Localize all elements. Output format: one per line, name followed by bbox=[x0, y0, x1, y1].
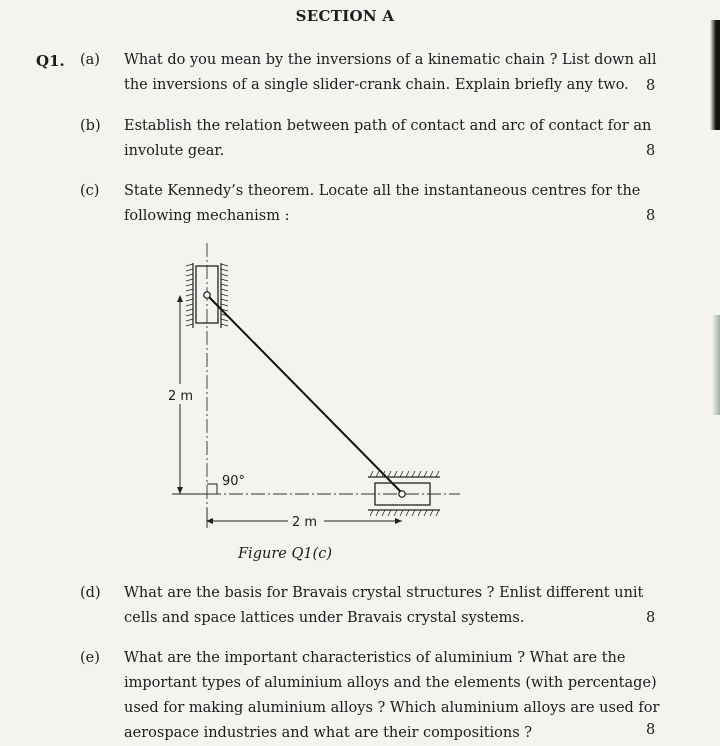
part-a-marks: 8 bbox=[646, 78, 656, 94]
part-e-text bbox=[124, 646, 660, 746]
pin-joint-top bbox=[204, 292, 210, 298]
part-e-line-4: aerospace industries and what are their compositions ? bbox=[124, 725, 533, 741]
part-a-text bbox=[124, 48, 657, 98]
part-c-line-1: State Kennedy’s theorem. Locate all the instantaneous centres for the bbox=[124, 183, 641, 199]
part-d-line-1: What are the basis for Bravais crystal structures ? Enlist different unit bbox=[124, 585, 644, 601]
part-e-line-2: important types of aluminium alloys and the elements (with percentage) bbox=[124, 675, 657, 691]
part-e-marks: 8 bbox=[646, 722, 656, 738]
part-c-line-2: following mechanism : bbox=[124, 208, 290, 224]
part-d-text bbox=[124, 581, 644, 631]
part-c-label: (c) bbox=[80, 183, 100, 199]
part-d-line-2: cells and space lattices under Bravais crystal systems. bbox=[124, 610, 525, 626]
part-e-line-1: What are the important characteristics of aluminium ? What are the bbox=[124, 650, 626, 666]
pin-joint-bottom bbox=[399, 491, 405, 497]
vertical-dimension-label: 2 m bbox=[168, 389, 194, 404]
page-edge-shadow bbox=[710, 20, 720, 130]
part-a-label: (a) bbox=[80, 52, 100, 68]
part-c-marks: 8 bbox=[646, 208, 656, 224]
angle-label: 90° bbox=[222, 474, 246, 489]
part-e-label: (e) bbox=[80, 650, 100, 666]
part-b-text bbox=[124, 114, 652, 164]
part-a-line-1: What do you mean by the inversions of a kinematic chain ? List down all bbox=[124, 52, 657, 68]
part-b-line-2: involute gear. bbox=[124, 143, 225, 159]
part-b-label: (b) bbox=[80, 118, 101, 134]
connecting-rod bbox=[207, 295, 402, 493]
part-c-text bbox=[124, 179, 641, 229]
section-title: SECTION A bbox=[295, 7, 395, 25]
part-b-line-1: Establish the relation between path of contact and arc of contact for an bbox=[124, 118, 652, 134]
part-e-line-3: used for making aluminium alloys ? Which aluminium alloys are used for bbox=[124, 700, 660, 716]
question-number: Q1. bbox=[36, 52, 65, 70]
horizontal-dimension-label: 2 m bbox=[292, 515, 318, 530]
part-a-line-2: the inversions of a single slider-crank chain. Explain briefly any two. bbox=[124, 77, 629, 93]
mechanism-figure bbox=[150, 238, 470, 538]
page-edge-shadow-lower bbox=[712, 315, 720, 415]
figure-caption: Figure Q1(c) bbox=[238, 546, 332, 562]
part-d-label: (d) bbox=[80, 585, 101, 601]
part-d-marks: 8 bbox=[646, 610, 656, 626]
right-angle-marker bbox=[207, 484, 217, 494]
part-b-marks: 8 bbox=[646, 143, 656, 159]
